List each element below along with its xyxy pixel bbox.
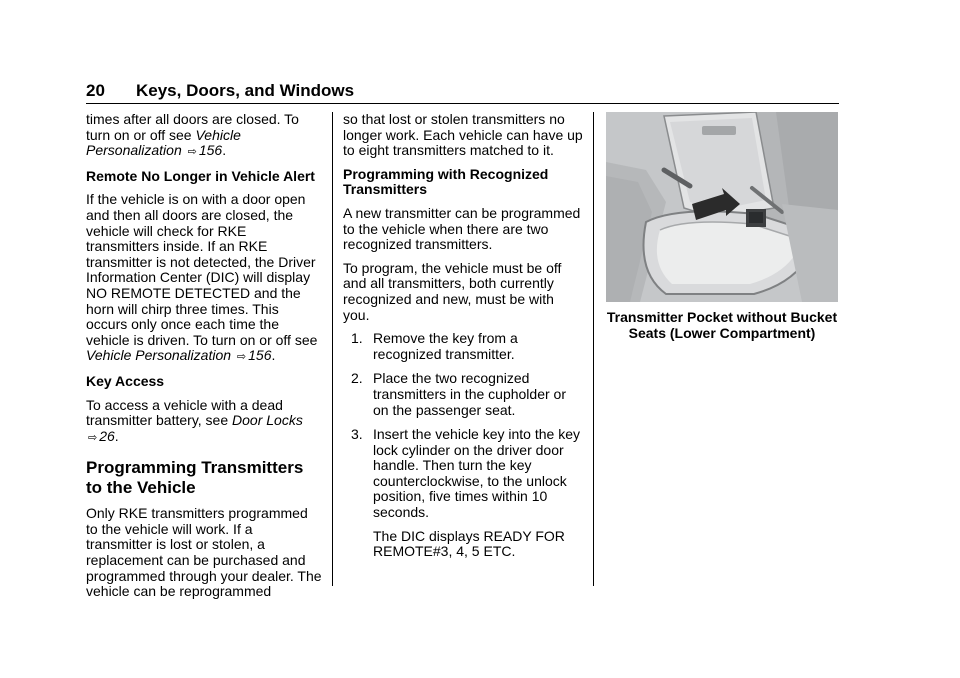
list-item-step-3: 3. Insert the vehicle key into the key lock cylinder on the driver door handle. Then turn the key counterclockwise, to the unlock position, five times within 10 seconds. The DIC displays READY FOR REMOTE#3, 4, 5 ETC.: [343, 427, 583, 560]
page-ref-icon: ⇨: [187, 146, 197, 159]
paragraph-intro: times after all doors are closed. To turn on or off see Vehicle Personalization ⇨ 156.: [86, 111, 299, 159]
paragraph-programming-intro: Only RKE transmitters programmed to the vehicle will work. If a transmitter is lost or stolen, a replacement can be purchased and programmed through your dealer. The vehicle can be reprogrammed: [86, 505, 322, 600]
column-3: [604, 112, 840, 341]
link-vehicle-personalization-2[interactable]: Vehicle Personalization: [86, 347, 232, 364]
page-ref-number[interactable]: 156: [198, 142, 223, 159]
section-heading-programming: Programming Transmitters to the Vehicle: [86, 458, 304, 498]
subheading-recognized-transmitters: Programming with Recognized Transmitters: [343, 165, 549, 198]
column-divider-2: [593, 112, 594, 586]
link-door-locks[interactable]: Door Locks: [232, 412, 303, 429]
page-number: 20: [86, 81, 105, 100]
column-2: [343, 112, 583, 569]
page-title: Keys, Doors, and Windows: [136, 81, 355, 100]
list-item-step-2: 2. Place the two recognized transmitters in the cupholder or on the passenger seat.: [351, 370, 566, 418]
page-ref-icon: ⇨: [88, 431, 98, 444]
page-ref-number[interactable]: 26: [99, 427, 115, 444]
page-header: [86, 81, 839, 105]
paragraph-key-access: To access a vehicle with a dead transmitter battery, see Door Locks ⇨ 26.: [86, 396, 303, 444]
subheading-key-access: Key Access: [86, 372, 165, 389]
column-divider-1: [332, 112, 333, 586]
paragraph-new-transmitter: A new transmitter can be programmed to the vehicle when there are two recognized transmitters.: [343, 204, 581, 253]
list-item-step-1: 1. Remove the key from a recognized transmitter.: [351, 330, 518, 362]
column-1: [86, 112, 322, 608]
header-divider: [86, 103, 839, 104]
transmitter-pocket-photo: [606, 112, 838, 302]
subheading-remote-alert: Remote No Longer in Vehicle Alert: [86, 167, 315, 184]
paragraph-lost-transmitters: so that lost or stolen transmitters no longer work. Each vehicle can have up to eight transmitters matched to it.: [343, 111, 583, 159]
figure-caption: Transmitter Pocket without Bucket Seats (Lower Compartment): [606, 309, 838, 341]
step-3-note: The DIC displays READY FOR REMOTE#3, 4, 5 ETC.: [373, 527, 565, 560]
paragraph-remote-alert: If the vehicle is on with a door open and then all doors are closed, the vehicle will check for RKE transmitters inside. If an RKE transmitter is not detected, the Driver Information Center (DIC) will display NO REMOTE DETECTED and the horn will chirp three times. This occurs only once each time the vehicle is driven. To turn on or off see Vehicle Personalization ⇨ 156.: [86, 191, 318, 364]
page-ref-number[interactable]: 156: [248, 347, 272, 364]
paragraph-to-program: To program, the vehicle must be off and all transmitters, both currently recognized and new, must be with you.: [343, 259, 562, 323]
page-ref-icon: ⇨: [236, 351, 247, 364]
steps-list: [343, 331, 583, 560]
link-vehicle-personalization[interactable]: Vehicle Personalization: [86, 126, 241, 159]
